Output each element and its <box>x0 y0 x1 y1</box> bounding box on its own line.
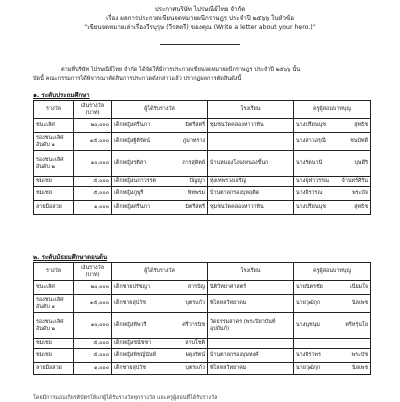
announcement-topic: “เขียนจดหมายเล่าเรื่องวีรบุรุษ (วีรสตรี) ของคุณ (Write a letter about your hero.)” <box>84 24 316 31</box>
winner-last-name: มิตรีสตรี <box>185 122 205 128</box>
school-cell <box>208 339 294 349</box>
results-table-lower-secondary <box>33 262 371 375</box>
col-money: เงินรางวัล (บาท) <box>74 101 112 119</box>
teacher-last-name: พระบัจ <box>352 190 368 196</box>
table-row <box>34 313 371 339</box>
award-cell: รองชนะเลิศ อันดับ ๒ <box>34 313 74 339</box>
table-row <box>34 187 371 201</box>
school-cell: บ้านหนองโงจงหนองขี้นก <box>208 151 294 177</box>
winner-cell <box>112 187 208 201</box>
teacher-last-name: สุทธิช <box>354 122 368 128</box>
winner-last-name: พิทพรม <box>187 190 205 196</box>
prize-money-cell: ๒๐,๐๐๐ <box>74 119 112 133</box>
intro-line-2: บัดนี้ คณะกรรมการได้พิจารณาคัดสินการประกวดดังกล่าวแล้ว ปรากฏผลการตัดสินดังนี้ <box>33 76 242 82</box>
table-row <box>34 339 371 349</box>
teacher-last-name: นิลเพช <box>351 300 368 306</box>
prize-money-cell: ๑,๐๐๐ <box>74 201 112 215</box>
teacher-first-name: นางรัตนานี <box>296 160 323 166</box>
teacher-last-name: ชนบัทดี <box>350 138 368 144</box>
results-table-primary-body <box>34 119 371 215</box>
col-school: โรงเรียน <box>208 101 294 119</box>
prize-money-cell: ๑๕,๐๐๐ <box>74 295 112 313</box>
results-table-lower-secondary-body <box>34 281 371 375</box>
prize-money-cell: ๑๐,๐๐๐ <box>74 151 112 177</box>
footer-note: โดยมีการมอบเกียรติบัตรให้แก่ผู้ได้รับรางวัลทุกรางวัล และครูผู้สอนที่ได้รับรางวัล <box>33 395 218 401</box>
winner-last-name: ภูมาทราง <box>182 138 205 144</box>
winner-last-name: ลาบโชติ <box>185 340 205 346</box>
award-cell: รองชนะเลิศ อันดับ ๒ <box>34 151 74 177</box>
prize-money-cell: ๕,๐๐๐ <box>74 339 112 349</box>
table-row <box>34 119 371 133</box>
winner-first-name: เด็กชายสุปวัช <box>114 300 146 306</box>
winner-first-name: เด็กหญิงศรีนภา <box>114 122 150 128</box>
winner-cell <box>112 349 208 363</box>
teacher-cell <box>294 201 371 215</box>
teacher-first-name: นายวุฒิกุก <box>296 365 321 371</box>
prize-money-cell: ๒๐,๐๐๐ <box>74 281 112 295</box>
teacher-first-name: นางจิรารณ <box>296 190 323 196</box>
table-row <box>34 281 371 295</box>
winner-first-name: เด็กหญิงชนัชชา <box>114 340 152 346</box>
col-winner: ผู้ได้รับรางวัล <box>112 101 208 119</box>
announcement-org-title: ประกาศบริษัท ไปรษณีย์ไทย จำกัด <box>154 6 246 13</box>
intro-line-1: ตามที่บริษัท ไปรษณีย์ไทย จำกัด ได้จัดให้มีการประกวดเขียนจดหมายผนึกราษฎร ประจำปี ๒๕๖๖ นั้น <box>61 67 301 73</box>
award-cell: ชนะเลิศ <box>34 281 74 295</box>
teacher-last-name: นิลเพช <box>351 365 368 371</box>
prize-money-cell: ๑๕,๐๐๐ <box>74 133 112 151</box>
teacher-cell <box>294 313 371 339</box>
col-school: โรงเรียน <box>208 263 294 281</box>
table-row <box>34 349 371 363</box>
teacher-last-name: ตรีหรุ่นโย <box>345 322 368 328</box>
winner-last-name: ผดุงรัตน์ <box>185 352 205 358</box>
teacher-first-name: นางจิราพร <box>296 352 321 358</box>
prize-money-cell: ๕,๐๐๐ <box>74 177 112 187</box>
winner-cell <box>112 151 208 177</box>
winner-first-name: เด็กหญิงศรีนภา <box>114 204 150 210</box>
col-money: เงินรางวัล (บาท) <box>74 263 112 281</box>
announcement-subject: เรื่อง ผลการประกวดเขียนจดหมายผนึกราษฎร ประจำปี ๒๕๖๖ ในหัวข้อ <box>106 15 294 22</box>
teacher-cell <box>294 339 371 349</box>
teacher-cell <box>294 187 371 201</box>
winner-first-name: เด็กหญิงพิชญ์นันท์ <box>114 352 157 358</box>
award-cell: ชมเชย <box>34 187 74 201</box>
winner-cell <box>112 281 208 295</box>
winner-last-name: บุตรแก้ว <box>185 300 205 306</box>
winner-last-name: สารปัญ <box>187 284 205 290</box>
col-teacher: ครูผู้สอนบาทบุญ <box>294 263 371 281</box>
school-cell: บ้านตาลกรองบุษหงศ์ <box>208 349 294 363</box>
table-row <box>34 201 371 215</box>
winner-first-name: เด็กหญิงภูพูรี <box>114 190 144 196</box>
award-cell: ชมเชย <box>34 339 74 349</box>
teacher-cell <box>294 133 371 151</box>
school-cell: พิไลหลวิทยาคม <box>208 363 294 375</box>
winner-first-name: เด็กหญิงฐิติรัตน์ <box>114 138 150 144</box>
winner-cell <box>112 133 208 151</box>
winner-last-name: ภารสุดิตย์ <box>182 160 205 166</box>
award-cell: รองชนะเลิศ อันดับ ๑ <box>34 133 74 151</box>
table-row <box>34 177 371 187</box>
winner-last-name: ศรีวารนิช <box>182 322 205 328</box>
award-cell: ชมเชย <box>34 349 74 363</box>
teacher-first-name: นายนิตรชัย <box>296 284 323 290</box>
table-row <box>34 151 371 177</box>
teacher-cell <box>294 295 371 313</box>
teacher-first-name: นางนุชนุม <box>296 322 320 328</box>
teacher-cell <box>294 349 371 363</box>
winner-cell <box>112 177 208 187</box>
school-cell: ชุมชนวัดคลองหาวาทิน <box>208 119 294 133</box>
winner-first-name: เด็กหญิงรติสา <box>114 160 147 166</box>
table-row <box>34 295 371 313</box>
teacher-last-name: บุษดีริ <box>354 160 368 166</box>
prize-money-cell: ๑๐,๐๐๐ <box>74 313 112 339</box>
teacher-cell <box>294 281 371 295</box>
winner-cell <box>112 295 208 313</box>
results-table-primary <box>33 100 371 215</box>
school-cell <box>208 133 294 151</box>
winner-last-name: ปัญญา <box>189 178 205 184</box>
award-cell: ลายมือสวย <box>34 363 74 375</box>
col-winner: ผู้ได้รับรางวัล <box>112 263 208 281</box>
school-cell: ชุมชนวัดคลองหาวาทิน <box>208 201 294 215</box>
winner-last-name: มิตรีสตรี <box>185 204 205 210</box>
teacher-last-name: สุทธิช <box>354 204 368 210</box>
teacher-first-name: นายวุฒิกุก <box>296 300 321 306</box>
teacher-first-name: นางสาวอรุณี <box>296 138 326 144</box>
award-cell: ชมเชย <box>34 177 74 187</box>
col-teacher: ครูผู้สอนบาทบุญ <box>294 101 371 119</box>
teacher-cell <box>294 177 371 187</box>
award-cell: ชนะเลิศ <box>34 119 74 133</box>
teacher-cell <box>294 151 371 177</box>
teacher-cell <box>294 363 371 375</box>
table-row <box>34 133 371 151</box>
winner-cell <box>112 339 208 349</box>
teacher-last-name: เนียมใจ <box>349 284 368 290</box>
school-cell: ทุ่งเทพรวงเจริญ <box>208 177 294 187</box>
school-cell: นิติวิทยาศาสตร์ <box>208 281 294 295</box>
prize-money-cell: ๕,๐๐๐ <box>74 349 112 363</box>
school-cell: บ้านตาลกรองบุหฤติด <box>208 187 294 201</box>
winner-first-name: เด็กชายสุปวัช <box>114 365 146 371</box>
winner-last-name: บุตรแก้ว <box>185 365 205 371</box>
teacher-last-name: จ้านทร์ศิรัน <box>341 178 368 184</box>
col-award: รางวัล <box>34 101 74 119</box>
teacher-first-name: นางจุฬาวรรณ <box>296 178 330 184</box>
winner-first-name: เด็กชายปรัชญา <box>114 284 151 290</box>
winner-cell <box>112 119 208 133</box>
school-cell: วัดธรรมสาคร (พระปิยาบันท์ อุปถัมภ์) <box>208 313 294 339</box>
winner-first-name: เด็กหญิงนภาวรรต <box>114 178 156 184</box>
winner-first-name: เด็กหญิงทิพวรี <box>114 322 147 328</box>
teacher-first-name: นางปรียนนุช <box>296 122 326 128</box>
teacher-last-name: พระบัช <box>351 352 368 358</box>
winner-cell <box>112 201 208 215</box>
col-award: รางวัล <box>34 263 74 281</box>
teacher-first-name: นางปรียนนุช <box>296 204 326 210</box>
table-row <box>34 363 371 375</box>
section2-title: ๒. ระดับมัธยมศึกษาตอนต้น <box>33 254 108 261</box>
section1-title: ๑. ระดับประถมศึกษา <box>33 92 90 99</box>
winner-cell <box>112 363 208 375</box>
school-cell: พิไลหลวิทยาคม <box>208 295 294 313</box>
prize-money-cell: ๑,๐๐๐ <box>74 363 112 375</box>
award-cell: รองชนะเลิศ อันดับ ๑ <box>34 295 74 313</box>
prize-money-cell: ๕,๐๐๐ <box>74 187 112 201</box>
award-cell: ลายมือสวย <box>34 201 74 215</box>
winner-cell <box>112 313 208 339</box>
teacher-cell <box>294 119 371 133</box>
header-divider <box>160 44 240 45</box>
